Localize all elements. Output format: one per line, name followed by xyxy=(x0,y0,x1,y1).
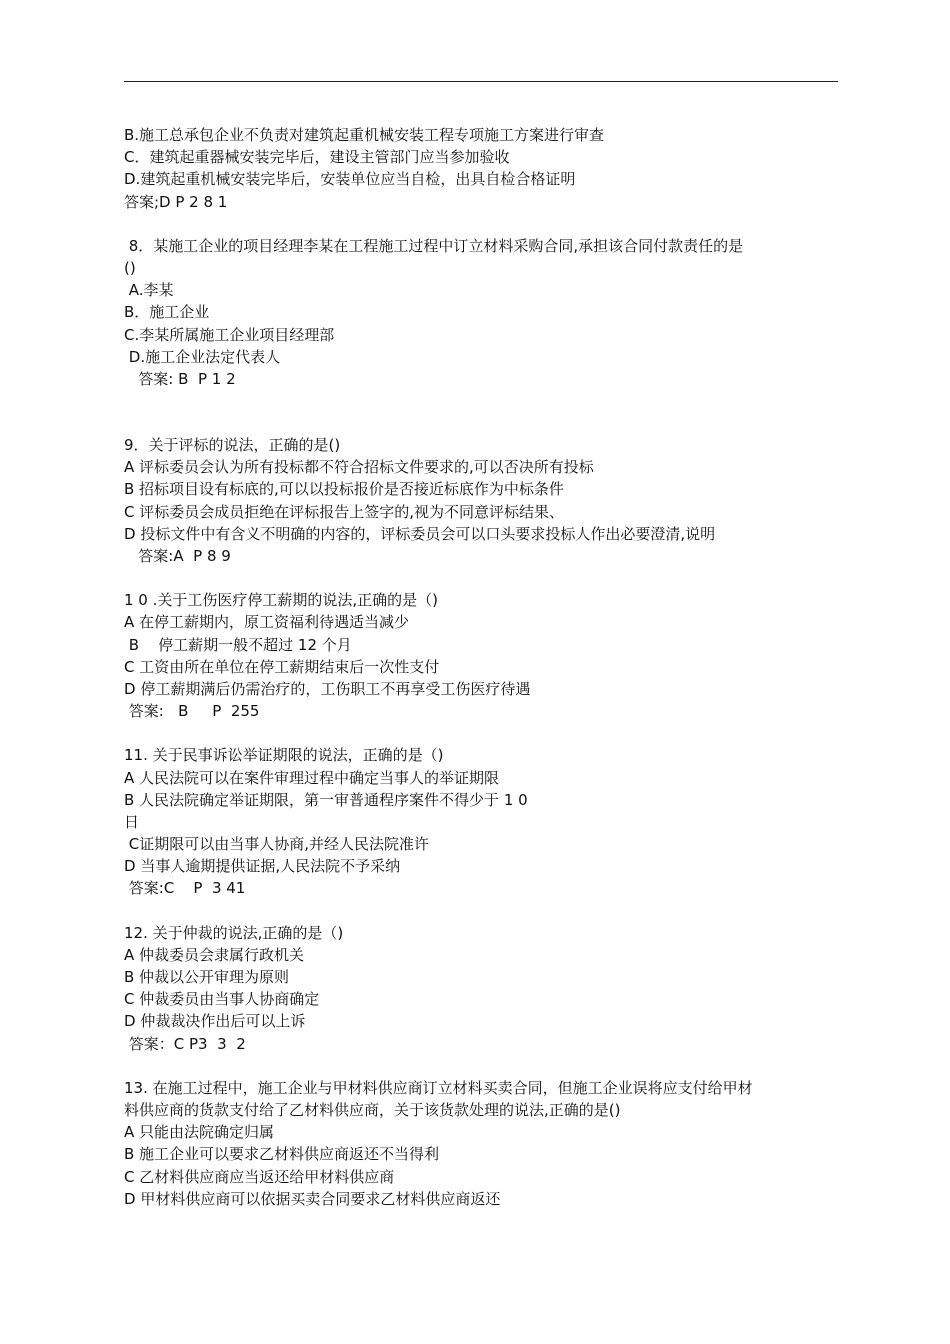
question-stem: 8．某施工企业的项目经理李某在工程施工过程中订立材料采购合同,承担该合同付款责任的是 xyxy=(124,236,744,255)
question-stem: 9．关于评标的说法，正确的是() xyxy=(124,436,341,455)
option-b: B 停工薪期一般不超过 12 个月 xyxy=(124,635,352,654)
question-stem: 11. 关于民事诉讼举证期限的说法，正确的是（) xyxy=(124,746,444,765)
option-a: A 在停工薪期内，原工资福利待遇适当减少 xyxy=(124,613,410,632)
question-8-block xyxy=(124,235,840,390)
option-b: B.施工总承包企业不负责对建筑起重机械安装工程专项施工方案进行审查 xyxy=(124,126,605,144)
option-d: D.施工企业法定代表人 xyxy=(124,347,281,366)
option-a: A 人民法院可以在案件审理过程中确定当事人的举证期限 xyxy=(124,768,500,787)
answer: 答案;D P 2 8 1 xyxy=(124,192,228,211)
option-c: C.李某所属施工企业项目经理部 xyxy=(124,325,335,344)
option-b: B 仲裁以公开审理为原则 xyxy=(124,968,290,986)
option-d: D 投标文件中有含义不明确的内容的，评标委员会可以口头要求投标人作出必要澄清,说明 xyxy=(124,524,716,543)
question-10-block xyxy=(124,589,840,722)
option-b: B 人民法院确定举证期限，第一审普通程序案件不得少于 1 0 xyxy=(124,790,528,809)
answer: 答案: B P 1 2 xyxy=(124,369,236,388)
option-a: A 仲裁委员会隶属行政机关 xyxy=(124,945,305,964)
option-b: B 施工企业可以要求乙材料供应商返还不当得利 xyxy=(124,1145,440,1164)
option-a: A.李某 xyxy=(124,281,174,300)
question-11-block xyxy=(124,744,840,899)
option-c: C 乙材料供应商应当返还给甲材料供应商 xyxy=(124,1167,395,1186)
option-c: C 评标委员会成员拒绝在评标报告上签字的,视为不同意评标结果、 xyxy=(124,502,565,521)
option-d: D 仲裁裁决作出后可以上诉 xyxy=(124,1012,306,1031)
question-stem-continued: () xyxy=(124,258,136,277)
option-b: B．施工企业 xyxy=(124,303,210,322)
header-rule xyxy=(124,81,838,82)
question-13-block xyxy=(124,1077,840,1210)
document-body xyxy=(124,124,840,1210)
option-a: A 只能由法院确定归属 xyxy=(124,1123,275,1142)
option-d: D 当事人逾期提供证据,人民法院不予采纳 xyxy=(124,857,401,876)
question-stem-continued: 料供应商的货款支付给了乙材料供应商，关于该货款处理的说法,正确的是() xyxy=(124,1100,621,1119)
question-stem: 1 0 .关于工伤医疗停工薪期的说法,正确的是（) xyxy=(124,591,439,610)
option-c: C证期限可以由当事人协商,并经人民法院准许 xyxy=(124,835,430,854)
question-7-block xyxy=(124,124,840,213)
option-d: D 停工薪期满后仍需治疗的，工伤职工不再享受工伤医疗待遇 xyxy=(124,679,531,698)
option-b-continued: 日 xyxy=(124,812,140,831)
answer: 答案：C P3 3 2 xyxy=(124,1034,246,1053)
option-c: C 仲裁委员由当事人协商确定 xyxy=(124,990,320,1009)
answer: 答案:A P 8 9 xyxy=(124,547,231,565)
option-d: D.建筑起重机械安装完毕后，安装单位应当自检，出具自检合格证明 xyxy=(124,170,576,189)
option-c: C 工资由所在单位在停工薪期结束后一次性支付 xyxy=(124,657,440,676)
option-a: A 评标委员会认为所有投标都不符合招标文件要求的,可以否决所有投标 xyxy=(124,458,594,477)
answer: 答案:C P 3 41 xyxy=(124,879,246,898)
option-c: C．建筑起重器械安装完毕后，建设主管部门应当参加验收 xyxy=(124,148,510,167)
answer: 答案: B P 255 xyxy=(124,702,260,721)
question-12-block xyxy=(124,922,840,1055)
option-b: B 招标项目设有标底的,可以以投标报价是否接近标底作为中标条件 xyxy=(124,480,564,499)
option-d: D 甲材料供应商可以依据买卖合同要求乙材料供应商返还 xyxy=(124,1189,501,1208)
question-stem: 12. 关于仲裁的说法,正确的是（) xyxy=(124,923,344,942)
question-9-block xyxy=(124,434,840,567)
question-stem: 13. 在施工过程中，施工企业与甲材料供应商订立材料买卖合同，但施工企业误将应支付给甲材 xyxy=(124,1078,753,1097)
